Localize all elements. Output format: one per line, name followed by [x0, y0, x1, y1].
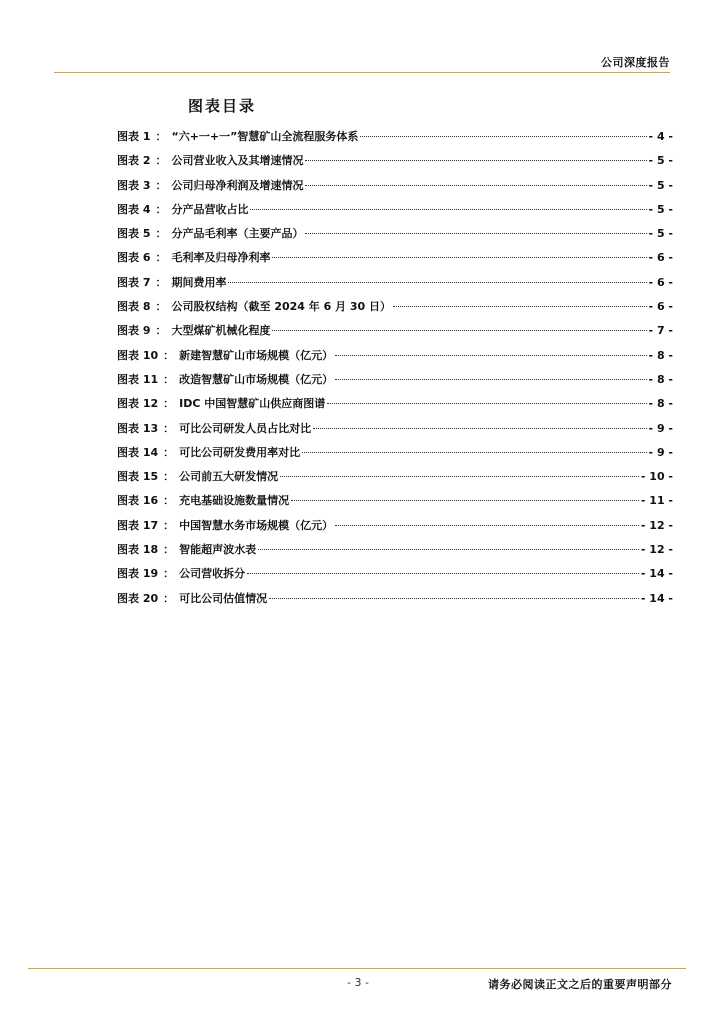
toc-entry-separator: ：	[155, 130, 167, 143]
toc-entry-label: 图表 15	[117, 470, 159, 484]
toc-entry-title: 中国智慧水务市场规模（亿元）	[179, 518, 334, 532]
toc-entry-title: 期间费用率	[171, 275, 227, 289]
toc-list	[117, 128, 673, 614]
toc-entry-label: 图表 19	[117, 567, 159, 581]
toc-entry-page: - 7 -	[648, 324, 673, 338]
toc-dot-leader	[327, 403, 646, 404]
toc-entry-label: 图表 11	[117, 372, 159, 386]
toc-entry[interactable]	[117, 444, 673, 468]
toc-entry[interactable]	[117, 274, 673, 298]
toc-entry-label: 图表 17	[117, 518, 159, 532]
toc-entry-separator: ：	[155, 154, 167, 168]
toc-entry-page: - 12 -	[640, 518, 673, 532]
toc-entry-page: - 14 -	[640, 591, 673, 605]
toc-entry-title: “六+一+一”智慧矿山全流程服务体系	[171, 130, 359, 143]
toc-entry-separator: ：	[155, 227, 167, 241]
toc-entry-separator: ：	[155, 251, 167, 265]
toc-entry-page: - 5 -	[648, 178, 673, 192]
toc-dot-leader	[313, 428, 646, 429]
toc-entry-separator: ：	[163, 494, 175, 508]
toc-entry[interactable]	[117, 347, 673, 371]
toc-dot-leader	[291, 500, 639, 501]
toc-entry-title: 公司营业收入及其增速情况	[171, 154, 304, 168]
toc-dot-leader	[335, 379, 646, 380]
toc-entry-separator: ：	[163, 518, 175, 532]
toc-entry-label: 图表 16	[117, 494, 159, 508]
toc-entry-page: - 12 -	[640, 543, 673, 557]
toc-entry[interactable]	[117, 177, 673, 201]
toc-entry-page: - 4 -	[648, 130, 673, 143]
toc-entry-title: 公司股权结构（截至 2024 年 6 月 30 日）	[171, 300, 392, 314]
toc-entry-label: 图表 7	[117, 275, 151, 289]
footer-page-number: - 3 -	[347, 976, 369, 989]
toc-entry-label: 图表 9	[117, 324, 151, 338]
toc-entry-page: - 6 -	[648, 300, 673, 314]
toc-entry-title: 大型煤矿机械化程度	[171, 324, 271, 338]
toc-dot-leader	[393, 306, 647, 307]
toc-entry-page: - 10 -	[640, 470, 673, 484]
toc-entry-separator: ：	[163, 543, 175, 557]
toc-entry-label: 图表 10	[117, 348, 159, 362]
toc-dot-leader	[305, 160, 646, 161]
toc-entry-page: - 9 -	[648, 421, 673, 435]
toc-entry-page: - 11 -	[640, 494, 673, 508]
toc-entry-page: - 9 -	[648, 445, 673, 459]
toc-entry-separator: ：	[163, 397, 175, 411]
toc-entry-separator: ：	[155, 178, 167, 192]
toc-entry-title: 可比公司研发费用率对比	[179, 445, 301, 459]
toc-entry-separator: ：	[155, 324, 167, 338]
toc-entry-page: - 6 -	[648, 251, 673, 265]
toc-entry-label: 图表 8	[117, 300, 151, 314]
toc-entry[interactable]	[117, 322, 673, 346]
toc-dot-leader	[335, 355, 646, 356]
toc-entry-label: 图表 14	[117, 445, 159, 459]
toc-dot-leader	[272, 257, 646, 258]
toc-entry-separator: ：	[163, 372, 175, 386]
toc-entry-separator: ：	[163, 470, 175, 484]
toc-entry-title: 智能超声波水表	[179, 543, 257, 557]
toc-entry-page: - 5 -	[648, 202, 673, 216]
toc-entry-title: 公司营收拆分	[179, 567, 246, 581]
toc-entry[interactable]	[117, 152, 673, 176]
toc-entry-separator: ：	[155, 275, 167, 289]
toc-dot-leader	[272, 330, 646, 331]
toc-dot-leader	[250, 209, 646, 210]
toc-dot-leader	[305, 233, 646, 234]
toc-entry-label: 图表 13	[117, 421, 159, 435]
footer-disclaimer: 请务必阅读正文之后的重要声明部分	[488, 978, 672, 991]
toc-entry-label: 图表 6	[117, 251, 151, 265]
toc-dot-leader	[305, 185, 646, 186]
toc-entry[interactable]	[117, 249, 673, 273]
toc-dot-leader	[280, 476, 639, 477]
toc-entry-label: 图表 2	[117, 154, 151, 168]
toc-entry-label: 图表 18	[117, 543, 159, 557]
toc-entry[interactable]	[117, 517, 673, 541]
toc-entry-title: 可比公司估值情况	[179, 591, 268, 605]
toc-entry[interactable]	[117, 201, 673, 225]
toc-entry[interactable]	[117, 565, 673, 589]
toc-title: 图表目录	[188, 97, 257, 115]
toc-entry[interactable]	[117, 590, 673, 614]
toc-entry[interactable]	[117, 492, 673, 516]
report-type-header: 公司深度报告	[601, 56, 670, 69]
toc-entry-title: 公司归母净利润及增速情况	[171, 178, 304, 192]
toc-entry-separator: ：	[163, 445, 175, 459]
toc-entry-label: 图表 20	[117, 591, 159, 605]
toc-entry[interactable]	[117, 225, 673, 249]
toc-entry-title: 可比公司研发人员占比对比	[179, 421, 312, 435]
toc-entry-separator: ：	[163, 348, 175, 362]
toc-entry-title: 充电基础设施数量情况	[179, 494, 290, 508]
toc-dot-leader	[228, 282, 646, 283]
toc-entry-page: - 8 -	[648, 348, 673, 362]
toc-entry-separator: ：	[155, 300, 167, 314]
toc-entry[interactable]	[117, 371, 673, 395]
toc-entry-separator: ：	[163, 421, 175, 435]
toc-entry-label: 图表 1	[117, 130, 151, 143]
toc-entry[interactable]	[117, 128, 673, 152]
toc-entry[interactable]	[117, 420, 673, 444]
toc-entry-title: 新建智慧矿山市场规模（亿元）	[179, 348, 334, 362]
toc-entry-page: - 8 -	[648, 397, 673, 411]
toc-dot-leader	[302, 452, 646, 453]
toc-entry-page: - 6 -	[648, 275, 673, 289]
toc-entry-separator: ：	[163, 567, 175, 581]
toc-entry[interactable]	[117, 541, 673, 565]
header-divider	[54, 72, 670, 73]
toc-entry-page: - 5 -	[648, 227, 673, 241]
toc-entry[interactable]	[117, 395, 673, 419]
toc-entry-separator: ：	[155, 202, 167, 216]
toc-dot-leader	[360, 136, 646, 137]
toc-entry-separator: ：	[163, 591, 175, 605]
toc-entry-label: 图表 12	[117, 397, 159, 411]
toc-dot-leader	[335, 525, 639, 526]
toc-entry-title: 分产品营收占比	[171, 202, 249, 216]
toc-entry-page: - 8 -	[648, 372, 673, 386]
toc-entry-label: 图表 3	[117, 178, 151, 192]
toc-entry-label: 图表 5	[117, 227, 151, 241]
toc-entry-title: 毛利率及归母净利率	[171, 251, 271, 265]
toc-entry[interactable]	[117, 468, 673, 492]
footer-divider	[28, 968, 686, 969]
toc-entry-title: 分产品毛利率（主要产品）	[171, 227, 304, 241]
toc-dot-leader	[269, 598, 639, 599]
toc-dot-leader	[258, 549, 639, 550]
toc-entry[interactable]	[117, 298, 673, 322]
toc-entry-label: 图表 4	[117, 202, 151, 216]
toc-entry-title: 改造智慧矿山市场规模（亿元）	[179, 372, 334, 386]
toc-entry-page: - 5 -	[648, 154, 673, 168]
toc-entry-title: IDC 中国智慧矿山供应商图谱	[179, 397, 326, 411]
toc-entry-page: - 14 -	[640, 567, 673, 581]
toc-dot-leader	[247, 573, 639, 574]
toc-entry-title: 公司前五大研发情况	[179, 470, 279, 484]
